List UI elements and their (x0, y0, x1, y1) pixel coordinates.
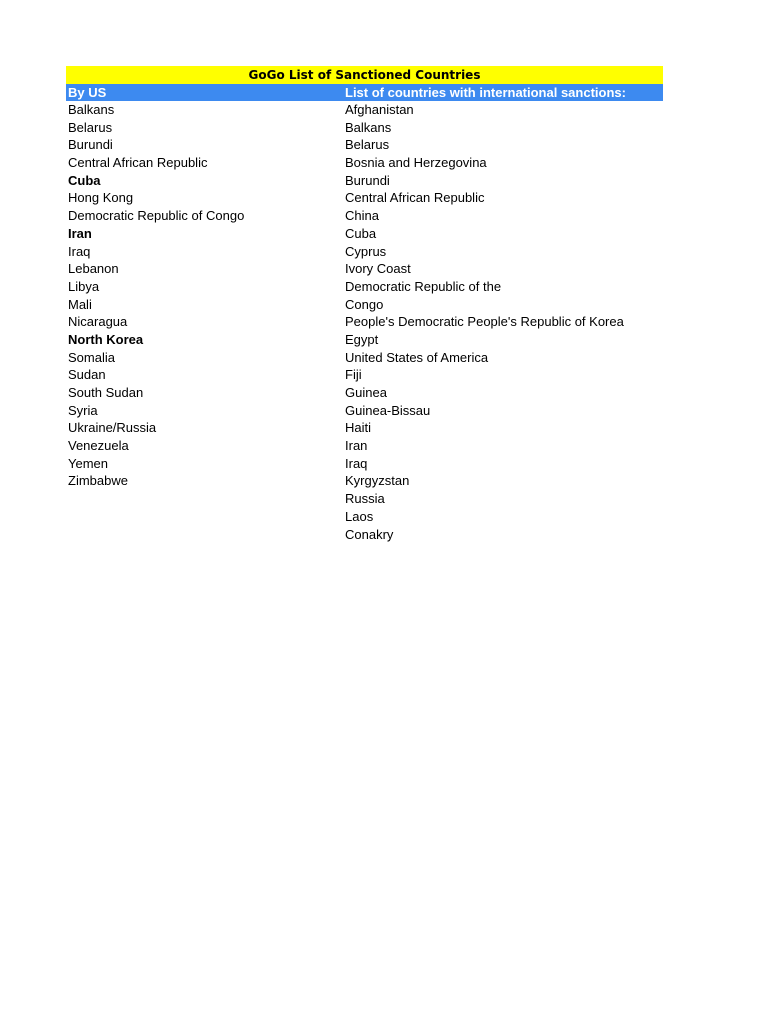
international-country-item: Fiji (345, 367, 362, 383)
header-by-us: By US (68, 85, 107, 100)
international-country-item: Belarus (345, 137, 390, 153)
international-country-item: United States of America (345, 349, 489, 365)
international-country-item: Guinea (345, 385, 387, 400)
international-country-item: China (345, 208, 379, 224)
by-us-country-item: Iraq (68, 243, 91, 259)
by-us-country-item: Nicaragua (68, 314, 128, 330)
by-us-country-item: Yemen (68, 455, 108, 471)
international-country-item: Kyrgyzstan (345, 473, 410, 489)
by-us-country-item: Belarus (68, 119, 113, 135)
sheet-title: GoGo List of Sanctioned Countries (66, 66, 663, 84)
by-us-country-item: South Sudan (68, 385, 144, 400)
header-international: List of countries with international sanctions: (345, 85, 626, 100)
international-country-item: Egypt (345, 331, 379, 347)
international-country-item: People's Democratic People's Republic of Korea (345, 314, 624, 330)
by-us-country-item: Democratic Republic of Congo (68, 208, 245, 224)
by-us-country-item: Ukraine/Russia (68, 420, 157, 436)
international-country-item: Ivory Coast (345, 261, 411, 277)
by-us-country-item: North Korea (68, 331, 144, 347)
by-us-country-item: Iran (68, 225, 92, 241)
sanctions-sheet (66, 66, 663, 542)
international-country-item: Haiti (345, 420, 372, 436)
column-header-row (66, 84, 663, 101)
by-us-country-list (68, 101, 244, 490)
international-country-item: Cuba (345, 225, 377, 241)
by-us-country-item: Burundi (68, 137, 113, 153)
international-country-item: Cyprus (345, 243, 387, 259)
international-country-item: Democratic Republic of the (345, 278, 502, 294)
by-us-country-item: Sudan (68, 367, 106, 383)
international-country-item: Central African Republic (345, 190, 485, 206)
international-country-item: Guinea-Bissau (345, 402, 431, 418)
by-us-country-item: Lebanon (68, 261, 119, 277)
by-us-country-item: Libya (68, 278, 100, 294)
by-us-country-item: Balkans (68, 102, 115, 117)
by-us-country-item: Venezuela (68, 438, 129, 454)
international-country-item: Laos (345, 508, 374, 524)
international-country-item: Conakry (345, 526, 394, 542)
by-us-country-item: Zimbabwe (68, 473, 128, 489)
international-country-item: Congo (345, 296, 384, 312)
international-country-item: Bosnia and Herzegovina (345, 155, 487, 171)
international-country-item: Afghanistan (345, 102, 414, 117)
international-country-list (345, 101, 624, 543)
by-us-country-item: Somalia (68, 349, 115, 365)
international-country-item: Burundi (345, 172, 390, 188)
by-us-country-item: Cuba (68, 172, 101, 188)
international-country-item: Iran (345, 438, 368, 454)
by-us-country-item: Mali (68, 296, 92, 312)
international-country-item: Russia (345, 491, 385, 507)
international-country-item: Iraq (345, 455, 368, 471)
international-country-item: Balkans (345, 119, 392, 135)
by-us-country-item: Hong Kong (68, 190, 134, 206)
by-us-country-item: Syria (68, 402, 98, 418)
by-us-country-item: Central African Republic (68, 155, 208, 171)
